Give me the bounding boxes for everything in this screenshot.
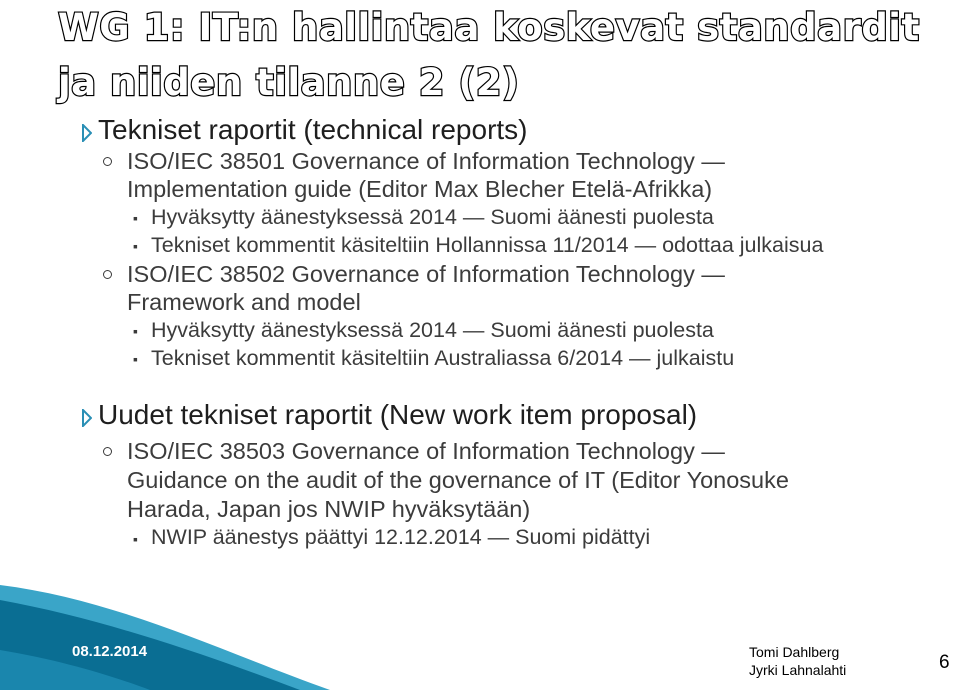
list-item-38502-line1: ISO/IEC 38502 Governance of Information Technology — xyxy=(127,261,725,287)
list-item-38501-line1: ISO/IEC 38501 Governance of Information Technology — xyxy=(127,148,725,174)
list-item-38503-line1: ISO/IEC 38503 Governance of Information Technology — xyxy=(127,438,725,464)
title-line-1: WG 1: IT:n hallintaa koskevat standardit xyxy=(58,6,920,49)
arrow-right-icon xyxy=(82,124,92,142)
circle-icon xyxy=(103,270,112,279)
dot-icon: ▪ xyxy=(133,531,138,547)
sub-item-38502-vote: Hyväksytty äänestyksessä 2014 — Suomi äänesti puolesta xyxy=(151,318,714,342)
footer-date: 08.12.2014 xyxy=(72,643,148,660)
list-item-38502-line2: Framework and model xyxy=(127,289,361,315)
sub-item-38503-vote: NWIP äänestys päättyi 12.12.2014 — Suomi pidättyi xyxy=(151,525,651,549)
sub-item-38502-comments: Tekniset kommentit käsiteltiin Australiassa 6/2014 — julkaistu xyxy=(151,346,735,370)
dot-icon: ▪ xyxy=(133,210,138,226)
list-item-38503-line3: Harada, Japan jos NWIP hyväksytään) xyxy=(127,496,531,522)
dot-icon: ▪ xyxy=(133,323,138,339)
section-heading-technical-reports: Tekniset raportit (technical reports) xyxy=(98,114,528,145)
dot-icon: ▪ xyxy=(133,351,138,367)
footer-authors xyxy=(749,643,846,679)
sub-item-38501-vote: Hyväksytty äänestyksessä 2014 — Suomi äänesti puolesta xyxy=(151,205,714,229)
arrow-right-icon xyxy=(82,409,92,427)
sub-item-38501-comments: Tekniset kommentit käsiteltiin Hollannissa 11/2014 — odottaa julkaisua xyxy=(151,233,824,257)
circle-icon xyxy=(103,447,112,456)
circle-icon xyxy=(103,157,112,166)
list-item-38501-line2: Implementation guide (Editor Max Blecher Etelä-Afrikka) xyxy=(127,176,713,202)
title-line-2: ja niiden tilanne 2 (2) xyxy=(58,61,520,104)
slide-number: 6 xyxy=(939,652,950,673)
dot-icon: ▪ xyxy=(133,238,138,254)
footer-author-2: Jyrki Lahnalahti xyxy=(749,662,847,678)
section-heading-new-work-items: Uudet tekniset raportit (New work item proposal) xyxy=(98,399,698,430)
footer-author-1: Tomi Dahlberg xyxy=(749,644,840,660)
list-item-38503-line2: Guidance on the audit of the governance of IT (Editor Yonosuke xyxy=(127,467,789,493)
